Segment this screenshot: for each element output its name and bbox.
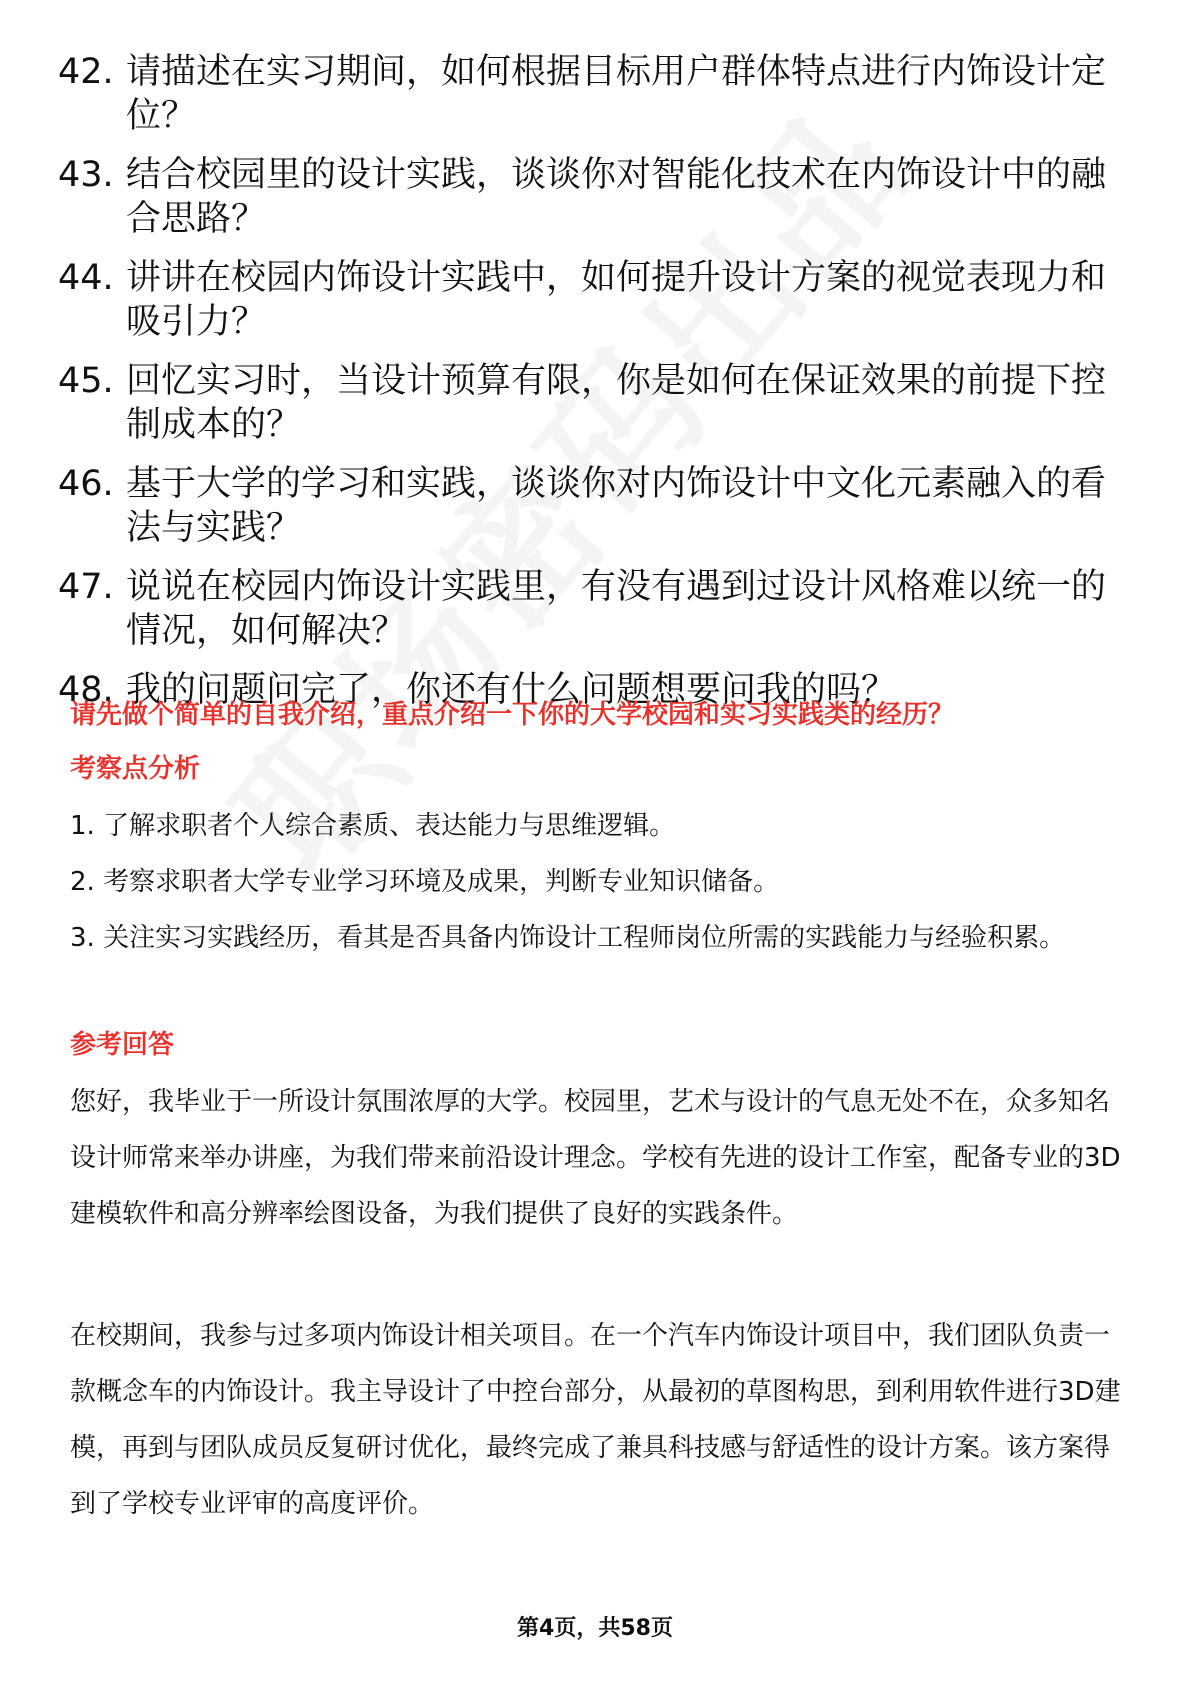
question-number: 43. xyxy=(58,155,114,195)
question-number: 46. xyxy=(58,464,114,504)
question-text: 回忆实习时，当设计预算有限，你是如何在保证效果的前提下控制成本的？ xyxy=(126,361,1107,445)
question-text: 基于大学的学习和实践，谈谈你对内饰设计中文化元素融入的看法与实践？ xyxy=(126,464,1107,548)
question-item xyxy=(58,153,1138,241)
question-item xyxy=(58,50,1138,138)
analysis-title: 考察点分析 xyxy=(70,754,201,784)
analysis-section xyxy=(70,752,1130,966)
answer-section xyxy=(70,1028,1130,1532)
page-footer: 第4页，共58页 xyxy=(517,1616,673,1641)
answer-title: 参考回答 xyxy=(70,1030,175,1060)
question-item xyxy=(58,462,1138,550)
question-heading-section xyxy=(70,698,1130,732)
question-number: 45. xyxy=(58,361,114,401)
question-item xyxy=(58,256,1138,344)
answer-paragraph: 在校期间，我参与过多项内饰设计相关项目。在一个汽车内饰设计项目中，我们团队负责一款概念车的内饰设计。我主导设计了中控台部分，从最初的草图构思，到利用软件进行3D建模，再到与团队成员反复研讨优化，最终完成了兼具科技感与舒适性的设计方案。该方案得到了学校专业评审的高度评价。 xyxy=(70,1321,1121,1519)
answer-paragraph: 您好，我毕业于一所设计氛围浓厚的大学。校园里，艺术与设计的气息无处不在，众多知名设计师常来举办讲座，为我们带来前沿设计理念。学校有先进的设计工作室，配备专业的3D建模软件和高分辨率绘图设备，为我们提供了良好的实践条件。 xyxy=(70,1087,1121,1229)
question-text: 我的问题问完了，你还有什么问题想要问我的吗？ xyxy=(126,670,897,710)
question-number: 47. xyxy=(58,567,114,607)
question-number: 42. xyxy=(58,52,114,92)
analysis-item: 1. 了解求职者个人综合素质、表达能力与思维逻辑。 xyxy=(70,811,676,841)
question-item xyxy=(58,359,1138,447)
question-text: 说说在校园内饰设计实践里，有没有遇到过设计风格难以统一的情况，如何解决？ xyxy=(126,567,1107,651)
question-text: 结合校园里的设计实践，谈谈你对智能化技术在内饰设计中的融合思路？ xyxy=(126,155,1107,239)
analysis-item: 3. 关注实习实践经历，看其是否具备内饰设计工程师岗位所需的实践能力与经验积累。 xyxy=(70,923,1066,953)
question-text: 请描述在实习期间，如何根据目标用户群体特点进行内饰设计定位？ xyxy=(126,52,1107,136)
analysis-item: 2. 考察求职者大学专业学习环境及成果，判断专业知识储备。 xyxy=(70,867,780,897)
question-text: 讲讲在校园内饰设计实践中，如何提升设计方案的视觉表现力和吸引力？ xyxy=(126,258,1107,342)
question-item xyxy=(58,565,1138,653)
question-heading: 请先做个简单的自我介绍，重点介绍一下你的大学校园和实习实践类的经历？ xyxy=(70,700,955,730)
question-list xyxy=(58,50,1138,727)
question-number: 48. xyxy=(58,670,114,710)
question-number: 44. xyxy=(58,258,114,298)
